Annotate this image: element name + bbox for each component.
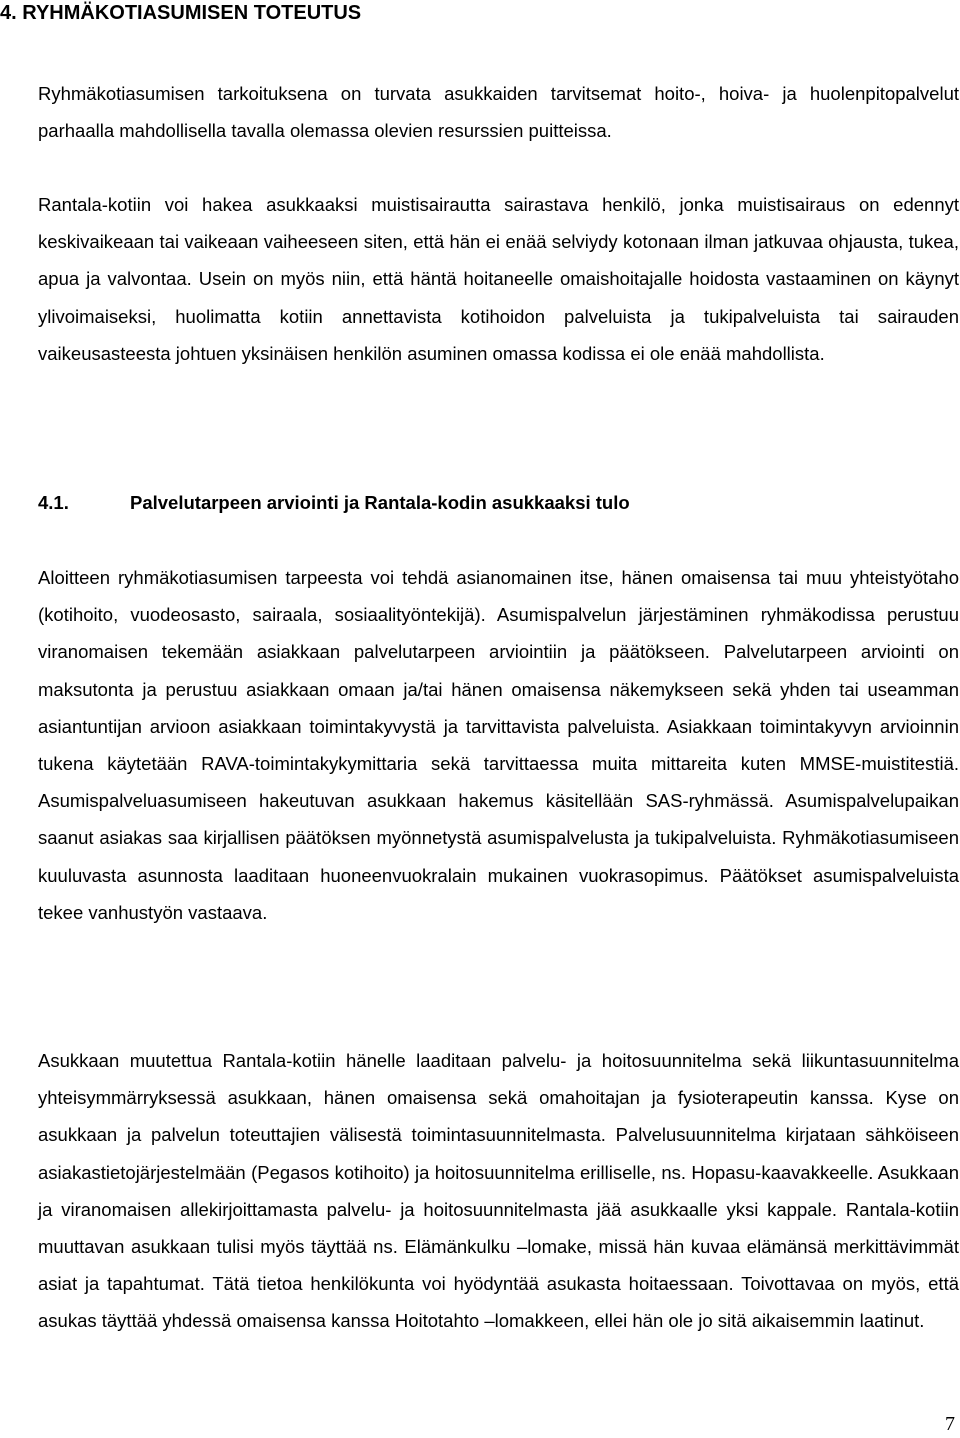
page-number: 7 xyxy=(945,1413,955,1435)
section-heading xyxy=(38,489,630,517)
chapter-title: 4. RYHMÄKOTIASUMISEN TOTEUTUS xyxy=(0,2,362,24)
intro-paragraph-2: Rantala-kotiin voi hakea asukkaaksi muistisairautta sairastava henkilö, jonka muistisairaus on edennyt keskivaikeaan tai vaikeaan vaiheeseen siten, että hän ei enää selviydy kotonaan ilman jatkuvaa ohjausta, tukea, apua ja valvontaa. Usein on myös niin, että häntä hoitaneelle omaishoitajalle hoidosta vastaaminen on käynyt ylivoimaiseksi, huolimatta kotiin annettavista kotihoidon palveluista ja tukipalveluista tai sairauden vaikeusasteesta johtuen yksinäisen henkilön asuminen omassa kodissa ei ole enää mahdollista. xyxy=(38,194,959,364)
section-title: Palvelutarpeen arviointi ja Rantala-kodin asukkaaksi tulo xyxy=(130,492,630,513)
section-number: 4.1. xyxy=(38,492,69,513)
section-paragraph-2: Asukkaan muutettua Rantala-kotiin hänelle laaditaan palvelu- ja hoitosuunnitelma sekä liikuntasuunnitelma yhteisymmärryksessä asukkaan, hänen omaisensa sekä omahoitajan ja fysioterapeutin kanssa. Kyse on asukkaan ja palvelun toteuttajien välisestä toimintasuunnitelmasta. Palvelusuunnitelma kirjataan sähköiseen asiakastietojärjestelmään (Pegasos kotihoito) ja hoitosuunnitelma erilliselle, ns. Hopasu-kaavakkeelle. Asukkaan ja viranomaisen allekirjoittamasta palvelu- ja hoitosuunnitelmasta jää asukkaalle yksi kappale. Rantala-kotiin muuttavan asukkaan tulisi myös täyttää ns. Elämänkulku –lomake, missä hän kuvaa elämänsä merkittävimmät asiat ja tapahtumat. Tätä tietoa henkilökunta voi hyödyntää asukasta hoitaessaan. Toivottavaa on myös, että asukas täyttää yhdessä omaisensa kanssa Hoitotahto –lomakkeen, ellei hän ole jo sitä aikaisemmin laatinut. xyxy=(38,1050,959,1332)
section-paragraph-1: Aloitteen ryhmäkotiasumisen tarpeesta voi tehdä asianomainen itse, hänen omaisensa tai muu yhteistyötaho (kotihoito, vuodeosasto, sairaala, sosiaalityöntekijä). Asumispalvelun järjestäminen ryhmäkodissa perustuu viranomaisen tekemään asiakkaan palvelutarpeen arviointiin ja päätökseen. Palvelutarpeen arviointi on maksutonta ja perustuu asiakkaan omaan ja/tai hänen omaisensa näkemykseen sekä yhden tai useamman asiantuntijan arvioon asiakkaan toimintakyvystä ja tarvittavista palveluista. Asiakkaan toimintakyvyn arvioinnin tukena käytetään RAVA-toimintakykymittaria sekä tarvittaessa muita mittareita kuten MMSE-muistitestiä. Asumispalveluasumiseen hakeutuvan asukkaan hakemus käsitellään SAS-ryhmässä. Asumispalvelupaikan saanut asiakas saa kirjallisen päätöksen myönnetystä asumispalvelusta ja tukipalveluista. Ryhmäkotiasumiseen kuuluvasta asunnosta laaditaan huoneenvuokralain mukainen vuokrasopimus. Päätökset asumispalveluista tekee vanhustyön vastaava. xyxy=(38,567,959,923)
intro-paragraph-1: Ryhmäkotiasumisen tarkoituksena on turvata asukkaiden tarvitsemat hoito-, hoiva- ja huolenpitopalvelut parhaalla mahdollisella tavalla olemassa olevien resurssien puitteissa. xyxy=(38,83,959,142)
